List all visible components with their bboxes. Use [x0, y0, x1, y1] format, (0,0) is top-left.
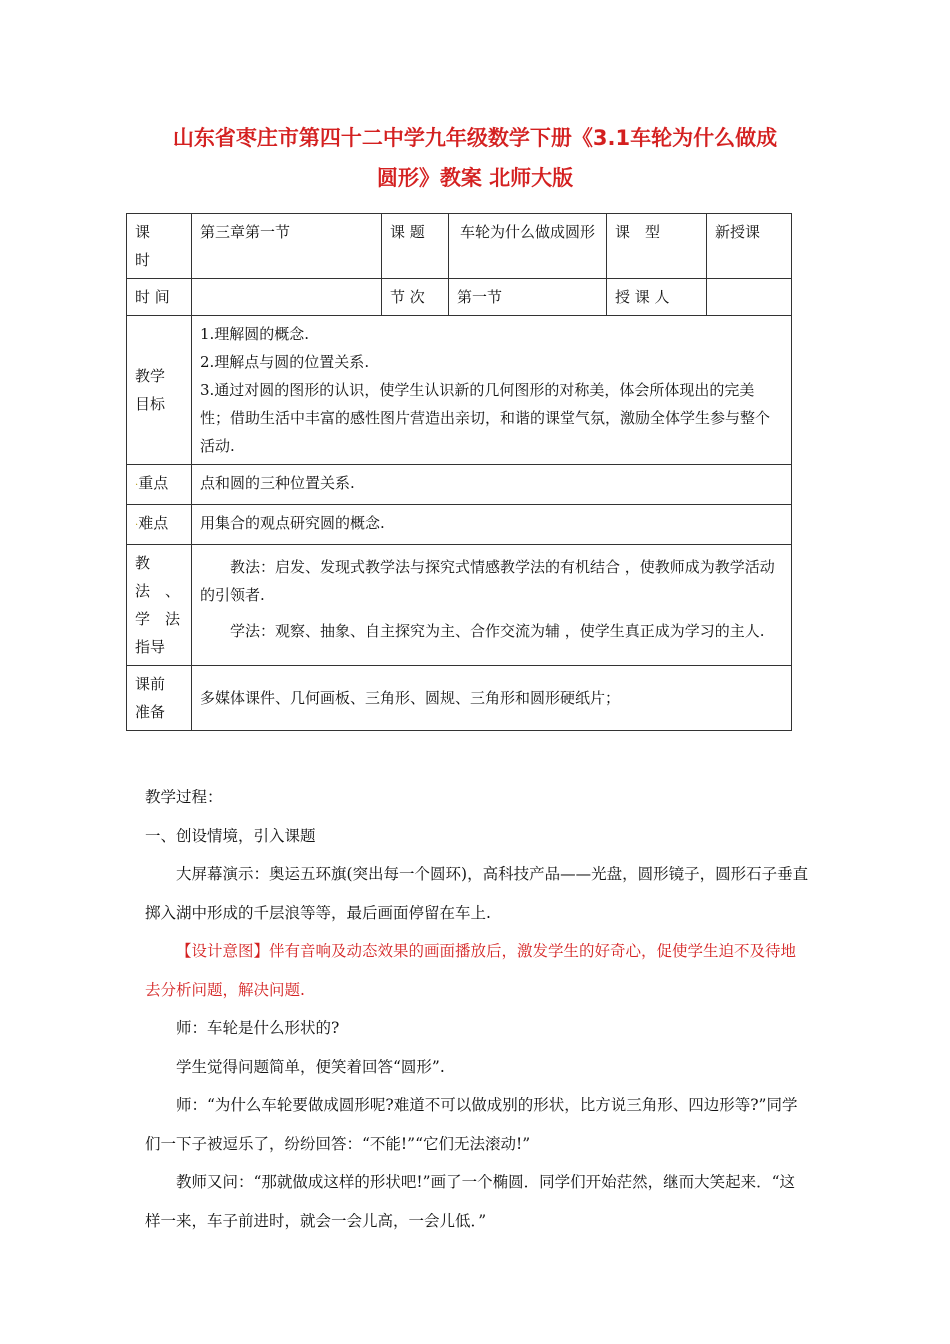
row-lesson — [127, 214, 792, 279]
label-kexing: 课 型 — [607, 214, 707, 279]
label-difficult-text: 难点 — [138, 514, 169, 532]
section-cell: 第一节 — [449, 279, 607, 316]
bullet-dot-icon: · — [135, 520, 139, 531]
section-heading: 一、创设情境，引入课题 — [145, 826, 316, 845]
label-time: 时 间 — [127, 279, 192, 316]
bullet-dot-icon: · — [135, 480, 139, 491]
preparation-cell: 多媒体课件、几何画板、三角形、圆规、三角形和圆形硬纸片； — [192, 666, 792, 731]
goal-item: 1.理解圆的概念. — [200, 325, 310, 343]
title-line-1: 山东省枣庄市第四十二中学九年级数学下册《3.1车轮为什么做成 — [172, 126, 778, 150]
row-difficult-point — [127, 505, 792, 545]
methods-cell — [192, 545, 792, 666]
teaching-method: 教法：启发、发现式教学法与探究式情感教学法的有机结合 ，使教师成为教学活动的引领者. — [200, 558, 775, 604]
row-methods — [127, 545, 792, 666]
label-difficult-point — [127, 505, 192, 545]
goal-item: 2.理解点与圆的位置关系. — [200, 353, 370, 371]
label-goals: 教学 目标 — [127, 316, 192, 465]
paragraph: 教师又问：“那就做成这样的形状吧!”画了一个椭圆．同学们开始茫然，继而大笑起来．“这样一来，车子前进时，就会一会儿高，一会儿低．” — [145, 1173, 796, 1230]
lesson-info-table — [126, 213, 792, 731]
title-line-2: 圆形》教案 北师大版 — [376, 166, 574, 190]
label-key-point — [127, 465, 192, 505]
label-teacher: 授 课 人 — [607, 279, 707, 316]
label-preparation: 课前 准备 — [127, 666, 192, 731]
paragraph: 学生觉得问题简单，便笑着回答“圆形”. — [176, 1057, 445, 1076]
goals-cell — [192, 316, 792, 465]
row-goals — [127, 316, 792, 465]
type-cell: 新授课 — [707, 214, 792, 279]
teacher-cell — [707, 279, 792, 316]
lesson-body — [145, 778, 810, 1240]
key-point-cell: 点和圆的三种位置关系. — [192, 465, 792, 505]
label-keshi: 课 时 — [127, 214, 192, 279]
document-title — [120, 118, 830, 198]
chapter-cell: 第三章第一节 — [192, 214, 382, 279]
paragraph: 师：车轮是什么形状的? — [176, 1019, 340, 1037]
row-preparation — [127, 666, 792, 731]
design-intent — [145, 932, 810, 1009]
label-jieci: 节 次 — [382, 279, 449, 316]
topic-cell: 车轮为什么做成圆形 — [449, 214, 607, 279]
label-key-text: 重点 — [138, 474, 169, 492]
process-title: 教学过程： — [145, 788, 223, 806]
design-intent-text: 伴有音响及动态效果的画面播放后，激发学生的好奇心，促使学生迫不及待地去分析问题，解决问题. — [145, 942, 797, 999]
label-keti: 课 题 — [382, 214, 449, 279]
label-methods: 教 法 、 学 法 指导 — [127, 545, 192, 666]
row-time — [127, 279, 792, 316]
goal-item: 3.通过对圆的图形的认识，使学生认识新的几何图形的对称美，体会所体现出的完美性；借助生活中丰富的感性图片营造出亲切，和谐的课堂气氛，激励全体学生参与整个活动. — [200, 381, 771, 455]
difficult-point-cell: 用集合的观点研究圆的概念. — [192, 505, 792, 545]
row-key-point — [127, 465, 792, 505]
time-cell — [192, 279, 382, 316]
paragraph: 大屏幕演示：奥运五环旗(突出每一个圆环)，高科技产品——光盘，圆形镜子，圆形石子垂直掷入湖中形成的千层浪等等，最后画面停留在车上. — [145, 865, 809, 922]
paragraph: 师：“为什么车轮要做成圆形呢?难道不可以做成别的形状，比方说三角形、四边形等?”同学们一下子被逗乐了，纷纷回答：“不能!”“它们无法滚动!” — [145, 1096, 798, 1153]
design-intent-tag: 【设计意图】 — [176, 942, 270, 960]
learning-method: 学法：观察、抽象、自主探究为主、合作交流为辅 ，使学生真正成为学习的主人. — [230, 622, 765, 640]
